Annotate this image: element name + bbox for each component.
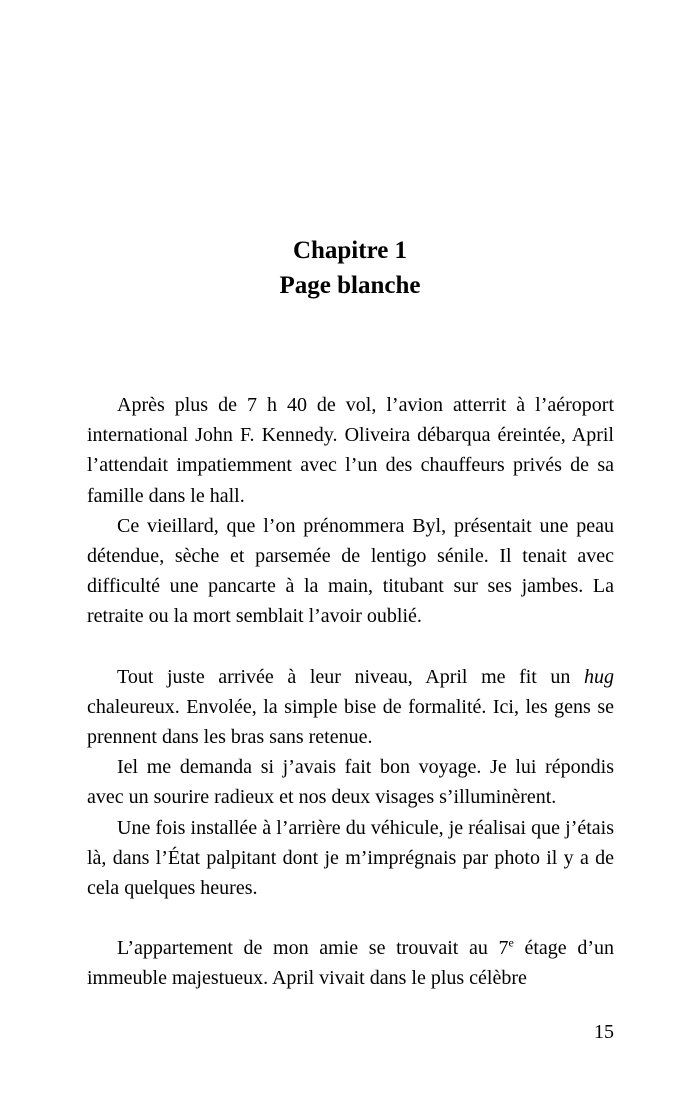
emphasized-word: hug (584, 665, 614, 688)
body-text (87, 390, 614, 994)
paragraph-text: L’appartement de mon amie se trouvait au 7 (117, 937, 509, 960)
chapter-number: Chapitre 1 (292, 237, 408, 264)
chapter-title: Page blanche (279, 272, 421, 299)
paragraph-text: chaleureux. Envolée, la simple bise de formalité. Ici, les gens se prennent dans les bras sans retenue. (87, 695, 614, 749)
paragraph: Ce vieillard, que l’on prénommera Byl, présentait une peau détendue, sèche et parsemée de lentigo sénile. Il tenait avec difficulté une pancarte à la main, titubant sur ses jambes. La retraite ou la mort semblait l’avoir oublié. (87, 514, 614, 628)
paragraph: Iel me demanda si j’avais fait bon voyage. Je lui répondis avec un sourire radieux et nos deux visages s’illuminèrent. (87, 756, 614, 809)
ordinal-superscript: e (508, 935, 514, 950)
chapter-heading (0, 233, 700, 303)
paragraph (87, 933, 614, 993)
page-number: 15 (594, 1021, 614, 1043)
paragraph (87, 662, 614, 753)
paragraph-text: étage d’un immeuble majestueux. April vivait dans le plus célèbre (87, 937, 614, 990)
paragraph: Après plus de 7 h 40 de vol, l’avion atterrit à l’aéroport international John F. Kennedy. Oliveira débarqua éreintée, April l’attendait impatiemment avec l’un des chauffeurs privés de sa famille dans le hall. (87, 394, 614, 507)
paragraph: Une fois installée à l’arrière du véhicule, je réalisai que j’étais là, dans l’État palpitant dont je m’imprégnais par photo il y a de cela quelques heures. (87, 816, 614, 900)
paragraph-text: Tout juste arrivée à leur niveau, April me fit un (117, 665, 584, 688)
